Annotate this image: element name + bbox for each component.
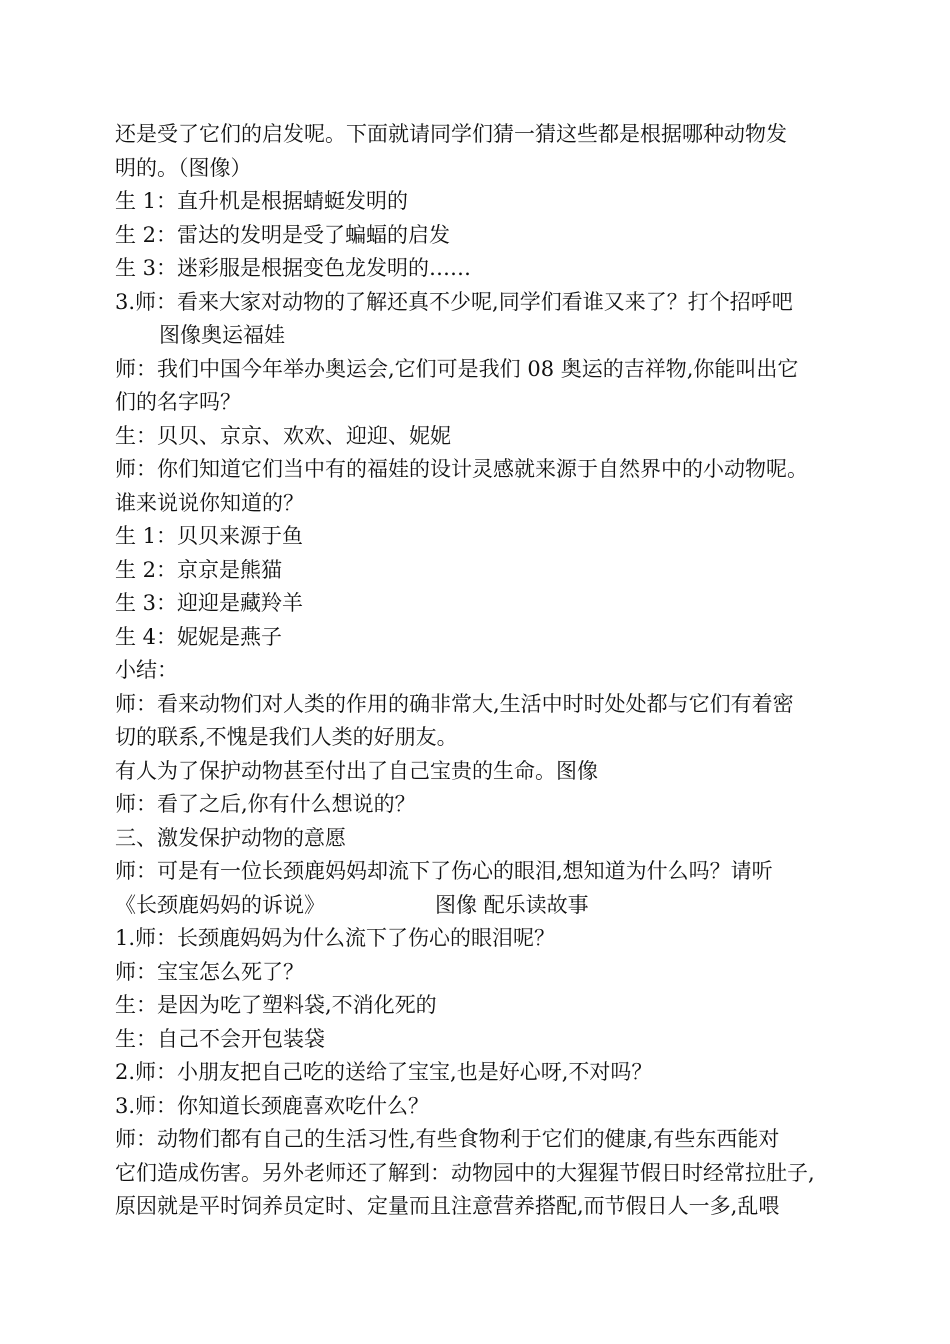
text-line: 生：贝贝、京京、欢欢、迎迎、妮妮 [115, 423, 451, 448]
text-line: 明的。（图像） [115, 155, 252, 180]
section-heading: 三、激发保护动物的意愿 [115, 825, 346, 850]
text-line: 生 1：直升机是根据蜻蜓发明的 [115, 189, 409, 213]
text-line: 师：宝宝怎么死了？ [115, 959, 304, 984]
text-line: 生：是因为吃了塑料袋,不消化死的 [115, 993, 437, 1017]
story-title: 《长颈鹿妈妈的诉说》 [115, 892, 325, 917]
text-line: 生：自己不会开包装袋 [115, 1026, 325, 1051]
text-line: 们的名字吗？ [115, 390, 241, 414]
text-line: 师：我们中国今年举办奥运会,它们可是我们 08 奥运的吉祥物,你能叫出它 [115, 356, 799, 381]
text-line: 谁来说说你知道的？ [115, 490, 304, 515]
text-line: 师：动物们都有自己的生活习性,有些食物利于它们的健康,有些东西能对 [115, 1127, 780, 1151]
text-line: 师：看了之后,你有什么想说的？ [115, 792, 416, 816]
text-line: 师：看来动物们对人类的作用的确非常大,生活中时时处处都与它们有着密 [115, 691, 794, 716]
text-line: 生 2：雷达的发明是受了蝙蝠的启发 [115, 222, 451, 247]
text-line: 生 3：迎迎是藏羚羊 [115, 591, 304, 615]
text-line: 生 2：京京是熊猫 [115, 557, 283, 582]
text-line: 切的联系,不愧是我们人类的好朋友。 [115, 725, 458, 749]
text-line: 师：可是有一位长颈鹿妈妈却流下了伤心的眼泪,想知道为什么吗？请听 [115, 859, 773, 883]
text-line: 它们造成伤害。另外老师还了解到：动物园中的大猩猩节假日时经常拉肚子, [115, 1160, 815, 1185]
text-line: 原因就是平时饲养员定时、定量而且注意营养搭配,而节假日人一多,乱喂 [115, 1194, 780, 1218]
text-line: 3.师：你知道长颈鹿喜欢吃什么？ [115, 1093, 430, 1118]
text-line-indented: 图像奥运福娃 [159, 323, 285, 347]
text-line: 还是受了它们的启发呢。下面就请同学们猜一猜这些都是根据哪种动物发 [115, 122, 787, 146]
text-line: 生 3：迷彩服是根据变色龙发明的…… [115, 256, 472, 280]
text-line: 小结： [115, 658, 178, 682]
text-line: 有人为了保护动物甚至付出了自己宝贵的生命。图像 [115, 758, 598, 783]
text-line: 1.师：长颈鹿妈妈为什么流下了伤心的眼泪呢？ [115, 926, 556, 950]
text-line: 2.师：小朋友把自己吃的送给了宝宝,也是好心呀,不对吗？ [115, 1060, 653, 1084]
text-line: 生 4：妮妮是燕子 [115, 624, 283, 649]
story-note: 图像 配乐读故事 [435, 892, 589, 917]
text-line-split [115, 889, 845, 923]
document-body [115, 118, 845, 1224]
text-line: 生 1：贝贝来源于鱼 [115, 524, 304, 548]
text-line: 3.师：看来大家对动物的了解还真不少呢,同学们看谁又来了？打个招呼吧 [115, 289, 793, 314]
text-line: 师：你们知道它们当中有的福娃的设计灵感就来源于自然界中的小动物呢。 [115, 457, 808, 481]
